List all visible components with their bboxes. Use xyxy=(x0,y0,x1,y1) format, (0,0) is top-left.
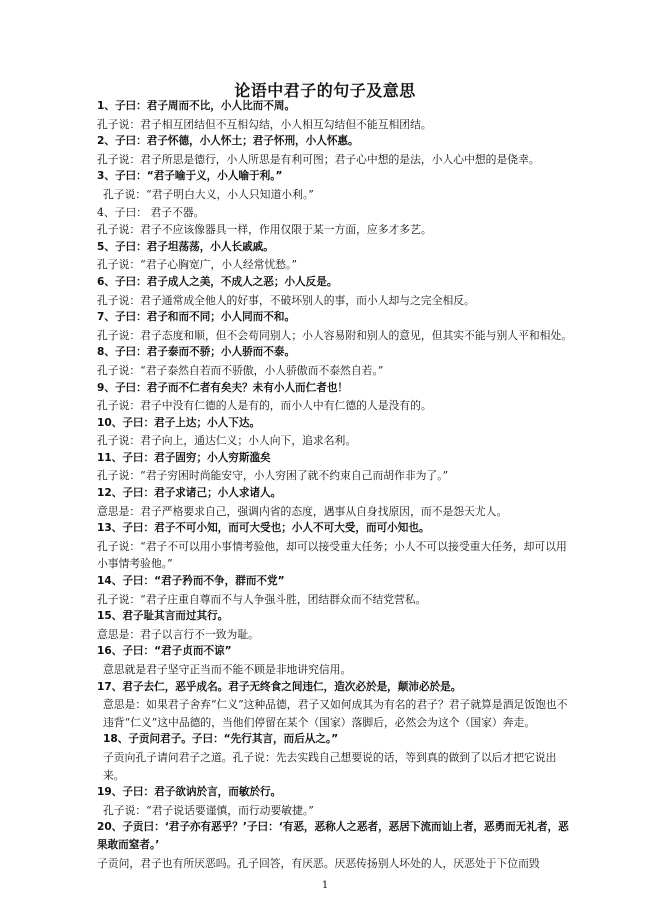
quote-line: 10、子曰：君子上达；小人下达。 xyxy=(97,416,261,429)
explanation-line: 孔子说：君子不应该像器具一样，作用仅限于某一方面，应多才多艺。 xyxy=(97,223,432,237)
explanation-line: 孔子说：君子相互团结但不互相勾结，小人相互勾结但不能互相团结。 xyxy=(97,117,432,131)
quote-line: 14、子曰：“君子矜而不争，群而不党” xyxy=(97,575,285,588)
quote-line: 8、子曰：君子泰而不骄；小人骄而不泰。 xyxy=(97,346,296,359)
explanation-line: 孔子说：“君子不可以用小事情考验他，却可以接受重大任务；小人不可以接受重大任务，却可以用小事情考验他。” xyxy=(97,539,567,571)
page-number: 1 xyxy=(321,880,329,891)
quote-line: 6、子曰：君子成人之美，不成人之恶；小人反是。 xyxy=(97,275,338,288)
explanation-line: 子贡问，君子也有所厌恶吗。孔子回答，有厌恶。厌恶传扬别人坏处的人，厌恶处于下位而毁 xyxy=(97,856,540,870)
page-title: 论语中君子的句子及意思 xyxy=(234,81,416,100)
explanation-line: 孔子说：“君子说话要谨慎，而行动要敏捷。” xyxy=(103,803,314,817)
quote-line: 18、子贡问君子。子曰：“先行其言，而后从之。” xyxy=(103,733,339,746)
quote-line: 13、子曰：君子不可小知，而可大受也；小人不可大受，而可小知也。 xyxy=(97,522,430,535)
quote-line: 1、子曰：君子周而不比，小人比而不周。 xyxy=(97,100,296,112)
explanation-line: 孔子说：“君子泰然自若而不骄傲，小人骄傲而不泰然自若。” xyxy=(97,363,384,377)
explanation-line: 意思是：君子以言行不一致为耻。 xyxy=(97,627,259,641)
explanation-line: 孔子说：君子通常成全他人的好事，不破坏别人的事，而小人却与之完全相反。 xyxy=(97,293,475,307)
explanation-line: 孔子说：“君子心胸宽广，小人经常忧愁。” xyxy=(97,258,297,272)
explanation-line: 孔子说：“君子穷困时尚能安守，小人穷困了就不约束自己而胡作非为了。” xyxy=(97,469,449,483)
explanation-line: 4、子曰： 君子不器。 xyxy=(97,205,205,219)
quote-line: 5、子曰：君子坦荡荡，小人长戚戚。 xyxy=(97,240,274,253)
explanation-line: 孔子说：“君子明白大义，小人只知道小利。” xyxy=(103,187,314,201)
quote-line: 7、子曰：君子和而不同；小人同而不和。 xyxy=(97,311,296,324)
explanation-line: 孔子说：君子所思是德行，小人所思是有利可图；君子心中想的是法，小人心中想的是侥幸。 xyxy=(97,152,540,166)
explanation-line: 子贡向孔子请问君子之道。孔子说：先去实践自己想要说的话，等到真的做到了以后才把它说出来。 xyxy=(103,750,557,782)
quote-line: 20、子贡曰：‘君子亦有恶乎？’子曰：‘有恶，恶称人之恶者，恶居下流而讪上者，恶勇而无礼者，恶果敢而窒者。’ xyxy=(97,821,569,851)
quote-line: 19、子曰：君子欲讷於言，而敏於行。 xyxy=(97,786,282,799)
explanation-line: 孔子说：君子向上，通达仁义；小人向下，追求名利。 xyxy=(97,434,357,448)
quote-line: 2、子曰：君子怀德，小人怀土；君子怀刑，小人怀惠。 xyxy=(97,135,359,148)
explanation-line: 孔子说：君子态度和顺，但不会苟同别人；小人容易附和别人的意见，但其实不能与别人平和相处。 xyxy=(97,328,573,342)
quote-line: 3、子曰：“君子喻于义，小人喻于利。” xyxy=(97,170,283,183)
quote-line: 11、子曰：君子固穷；小人穷斯滥矣 xyxy=(97,451,271,464)
document-body xyxy=(97,98,577,872)
explanation-line: 孔子说：君子中没有仁德的人是有的，而小人中有仁德的人是没有的。 xyxy=(97,399,432,413)
explanation-line: 孔子说：“君子庄重自尊而不与人争强斗胜，团结群众而不结党营私。 xyxy=(97,592,427,606)
quote-line: 12、子曰：君子求诸己；小人求诸人。 xyxy=(97,487,282,500)
quote-line: 15、君子耻其言而过其行。 xyxy=(97,610,229,623)
explanation-line: 意思是：如果君子舍弃“仁义”这种品德，君子又如何成其为有名的君子？君子就算是酒足饭饱也不违背“仁义”这中品德的，当他们停留在某个（国家）落脚后，必然会为这个（国家）奔走。 xyxy=(103,698,568,729)
quote-line: 9、子曰：君子而不仁者有矣夫？未有小人而仁者也！ xyxy=(97,381,349,394)
explanation-line: 意思就是君子坚守正当而不能不顾是非地讲究信用。 xyxy=(103,663,352,676)
quote-line: 17、君子去仁，恶乎成名。君子无终食之间违仁，造次必於是，颠沛必於是。 xyxy=(97,680,462,693)
quote-line: 16、子曰：“君子贞而不谅” xyxy=(97,645,232,658)
explanation-line: 意思是：君子严格要求自己，强调内省的态度，遇事从自身找原因，而不是怨天尤人。 xyxy=(97,504,508,518)
